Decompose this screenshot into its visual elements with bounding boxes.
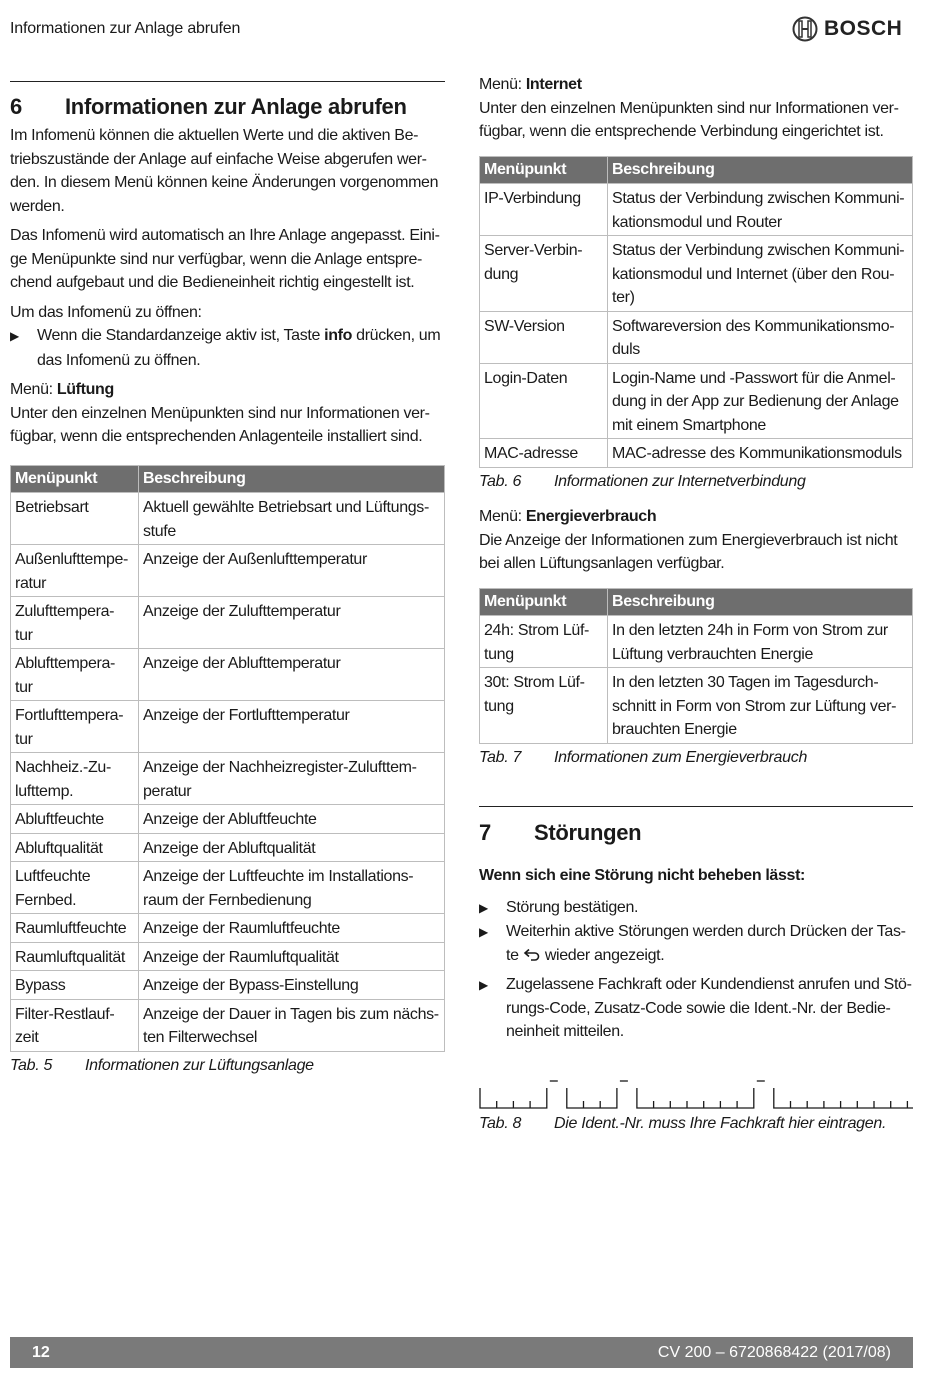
paragraph-line: Das Infomenü wird automatisch an Ihre Anlage angepasst. Eini-: [10, 227, 440, 244]
description-cell: Anzeige der Dauer in Tagen bis zum nächs- ten Filterwechsel: [139, 999, 445, 1051]
description-cell: Anzeige der Raumluftfeuchte: [139, 914, 445, 943]
menu-item-cell: IP-Verbindung: [480, 184, 608, 236]
brand-name: BOSCH: [824, 17, 903, 40]
column-header: Menüpunkt: [11, 466, 139, 493]
page-footer: [10, 1337, 913, 1368]
menu-item-cell: Zulufttempera- tur: [11, 597, 139, 649]
table-row: [11, 597, 445, 649]
document-id: CV 200 – 6720868422 (2017/08): [657, 1343, 891, 1361]
menu-description: Unter den einzelnen Menüpunkten sind nur Informationen ver-: [479, 99, 899, 117]
troubleshoot-step: ▶ Zugelassene Fachkraft oder Kundendienst anrufen und Stö- rungs-Code, Zusatz-Code sowie die Ident.-Nr. der Bedie- neinheit mitteilen.: [479, 973, 919, 1044]
table-row: [480, 236, 913, 312]
info-key: info: [324, 327, 353, 344]
description-cell: Login-Name und -Passwort für die Anmel- dung in der App zur Bedienung der Anlage mit einem Smartphone: [608, 363, 913, 439]
menu-heading-lueftung: Menü: Lüftung: [10, 381, 114, 398]
description-cell: Anzeige der Außenlufttemperatur: [139, 545, 445, 597]
internet-intro: [479, 73, 919, 144]
table-row: [480, 668, 913, 744]
description-cell: Anzeige der Bypass-Einstellung: [139, 971, 445, 1000]
description-cell: Anzeige der Luftfeuchte im Installations- raum der Fernbedienung: [139, 862, 445, 914]
section-title: Informationen zur Anlage abrufen: [65, 94, 407, 119]
section-divider: [479, 806, 913, 807]
table-row: [11, 493, 445, 545]
table-row: [11, 649, 445, 701]
intro-line: triebszustände der Anlage auf einfache Weise abgerufen wer-: [10, 150, 427, 168]
bullet-arrow-icon: ▶: [479, 978, 488, 992]
menu-item-cell: Bypass: [11, 971, 139, 1000]
column-header: Beschreibung: [608, 157, 913, 184]
table-row: [480, 363, 913, 439]
menu-heading-internet: Menü: Internet: [479, 76, 582, 93]
table-row: [480, 439, 913, 468]
table-row: [11, 701, 445, 753]
table-row: [11, 999, 445, 1051]
open-instruction: Um das Infomenü zu öffnen:: [10, 303, 202, 321]
ident-digit-group[interactable]: [637, 1088, 754, 1108]
instruction-step-cont: das Infomenü zu öffnen.: [37, 351, 201, 369]
menu-item-cell: Betriebsart: [11, 493, 139, 545]
intro-line: den. In diesem Menü können keine Änderungen vorgenommen: [10, 174, 439, 191]
column-header: Beschreibung: [608, 589, 913, 616]
menu-item-cell: Abluftqualität: [11, 833, 139, 862]
table-row: [480, 311, 913, 363]
description-cell: Anzeige der Ablufttemperatur: [139, 649, 445, 701]
table-energie: [479, 588, 913, 744]
description-cell: In den letzten 30 Tagen im Tagesdurch- schnitt in Form von Strom zur Lüftung ver- brauchten Energie: [608, 668, 913, 744]
menu-item-cell: Raumluftfeuchte: [11, 914, 139, 943]
description-cell: Anzeige der Zulufttemperatur: [139, 597, 445, 649]
menu-item-cell: Nachheiz.-Zu- lufttemp.: [11, 753, 139, 805]
table-row: [11, 753, 445, 805]
menu-item-cell: Luftfeuchte Fernbed.: [11, 862, 139, 914]
section-7-body: [479, 864, 919, 1044]
table-caption: Tab. 6 Informationen zur Internetverbindung: [479, 472, 806, 490]
menu-item-cell: Login-Daten: [480, 363, 608, 439]
section-number: 6: [10, 94, 22, 119]
menu-item-cell: Server-Verbin- dung: [480, 236, 608, 312]
column-header: Menüpunkt: [480, 157, 608, 184]
description-cell: Status der Verbindung zwischen Kommuni- kationsmodul und Internet (über den Rou- ter): [608, 236, 913, 312]
running-header: Informationen zur Anlage abrufen: [10, 20, 241, 37]
description-cell: MAC-adresse des Kommunikationsmoduls: [608, 439, 913, 468]
menu-description: Unter den einzelnen Menüpunkten sind nur Informationen ver-: [10, 404, 430, 422]
menu-heading-energie: Menü: Energieverbrauch: [479, 508, 657, 525]
menu-item-cell: Fortlufttempera- tur: [11, 701, 139, 753]
table-lueftung: [10, 465, 445, 1052]
column-header: Beschreibung: [139, 466, 445, 493]
table-row: [11, 942, 445, 971]
section-title: Störungen: [534, 820, 642, 845]
troubleshoot-subtitle: Wenn sich eine Störung nicht beheben lässt:: [479, 867, 806, 884]
bullet-arrow-icon: ▶: [479, 925, 488, 939]
menu-item-cell: Ablufttempera- tur: [11, 649, 139, 701]
table-caption: Tab. 8 Die Ident.-Nr. muss Ihre Fachkraft hier eintragen.: [479, 1115, 887, 1132]
table-row: [480, 184, 913, 236]
table-row: [11, 833, 445, 862]
table-row: [11, 914, 445, 943]
paragraph-line: chend aufgebaut und die Bedieneinheit richtig eingestellt ist.: [10, 274, 415, 291]
back-key-icon: [523, 948, 541, 961]
description-cell: In den letzten 24h in Form von Strom zur Lüftung verbrauchten Energie: [608, 616, 913, 668]
description-cell: Softwareversion des Kommunikationsmo- duls: [608, 311, 913, 363]
section-6-heading: [10, 94, 407, 120]
description-cell: Anzeige der Nachheizregister-Zulufttem- peratur: [139, 753, 445, 805]
column-header: Menüpunkt: [480, 589, 608, 616]
section-6-body: [10, 124, 450, 449]
table-row: [480, 616, 913, 668]
paragraph-line: ge Menüpunkte sind nur verfügbar, wenn die Anlage entspre-: [10, 250, 422, 268]
table-row: [11, 971, 445, 1000]
menu-item-cell: Raumluftqualität: [11, 942, 139, 971]
menu-item-cell: MAC-adresse: [480, 439, 608, 468]
energie-intro: [479, 505, 919, 576]
bullet-arrow-icon: ▶: [479, 900, 488, 915]
table-caption: Tab. 7 Informationen zum Energieverbrauch: [479, 748, 808, 766]
description-cell: Status der Verbindung zwischen Kommuni- kationsmodul und Router: [608, 184, 913, 236]
instruction-text: Wenn die Standardanzeige aktiv ist, Taste info drücken, um: [37, 327, 441, 344]
section-number: 7: [479, 820, 491, 845]
intro-line: werden.: [10, 197, 65, 215]
menu-item-cell: SW-Version: [480, 311, 608, 363]
table-caption: Tab. 5 Informationen zur Lüftungsanlage: [10, 1056, 314, 1074]
page-number: 12: [32, 1343, 50, 1361]
troubleshoot-step: ▶ Weiterhin aktive Störungen werden durch Drücken der Tas- te wieder angezeigt.: [479, 920, 919, 967]
ident-number-field: [479, 1078, 913, 1112]
table-internet: [479, 156, 913, 468]
section-divider: [10, 81, 445, 82]
description-cell: Anzeige der Abluftfeuchte: [139, 805, 445, 834]
troubleshoot-step: ▶ Störung bestätigen.: [479, 896, 919, 921]
description-cell: Aktuell gewählte Betriebsart und Lüftungs- stufe: [139, 493, 445, 545]
menu-item-cell: Filter-Restlauf- zeit: [11, 999, 139, 1051]
bosch-armature-icon: [792, 16, 818, 42]
ident-digit-group[interactable]: [567, 1088, 617, 1108]
menu-description: Die Anzeige der Informationen zum Energieverbrauch ist nicht: [479, 531, 898, 549]
menu-item-cell: 30t: Strom Lüf- tung: [480, 668, 608, 744]
bullet-arrow-icon: ▶: [10, 329, 19, 343]
section-7-heading: [479, 820, 641, 846]
table-row: [11, 862, 445, 914]
menu-description: fügbar, wenn die entsprechende Verbindung eingerichtet ist.: [479, 123, 884, 140]
instruction-step: [10, 324, 450, 349]
table-row: [11, 545, 445, 597]
ident-digit-group[interactable]: [480, 1088, 547, 1108]
intro-line: Im Infomenü können die aktuellen Werte und die aktiven Be-: [10, 127, 419, 144]
description-cell: Anzeige der Fortlufttemperatur: [139, 701, 445, 753]
table-row: [11, 805, 445, 834]
menu-item-cell: Abluftfeuchte: [11, 805, 139, 834]
description-cell: Anzeige der Abluftqualität: [139, 833, 445, 862]
menu-description: bei allen Lüftungsanlagen verfügbar.: [479, 555, 725, 572]
description-cell: Anzeige der Raumluftqualität: [139, 942, 445, 971]
menu-item-cell: Außenlufttempe- ratur: [11, 545, 139, 597]
bosch-logo: [792, 16, 902, 42]
ident-digit-group[interactable]: [774, 1088, 913, 1108]
menu-item-cell: 24h: Strom Lüf- tung: [480, 616, 608, 668]
menu-description: fügbar, wenn die entsprechenden Anlagenteile installiert sind.: [10, 428, 423, 445]
